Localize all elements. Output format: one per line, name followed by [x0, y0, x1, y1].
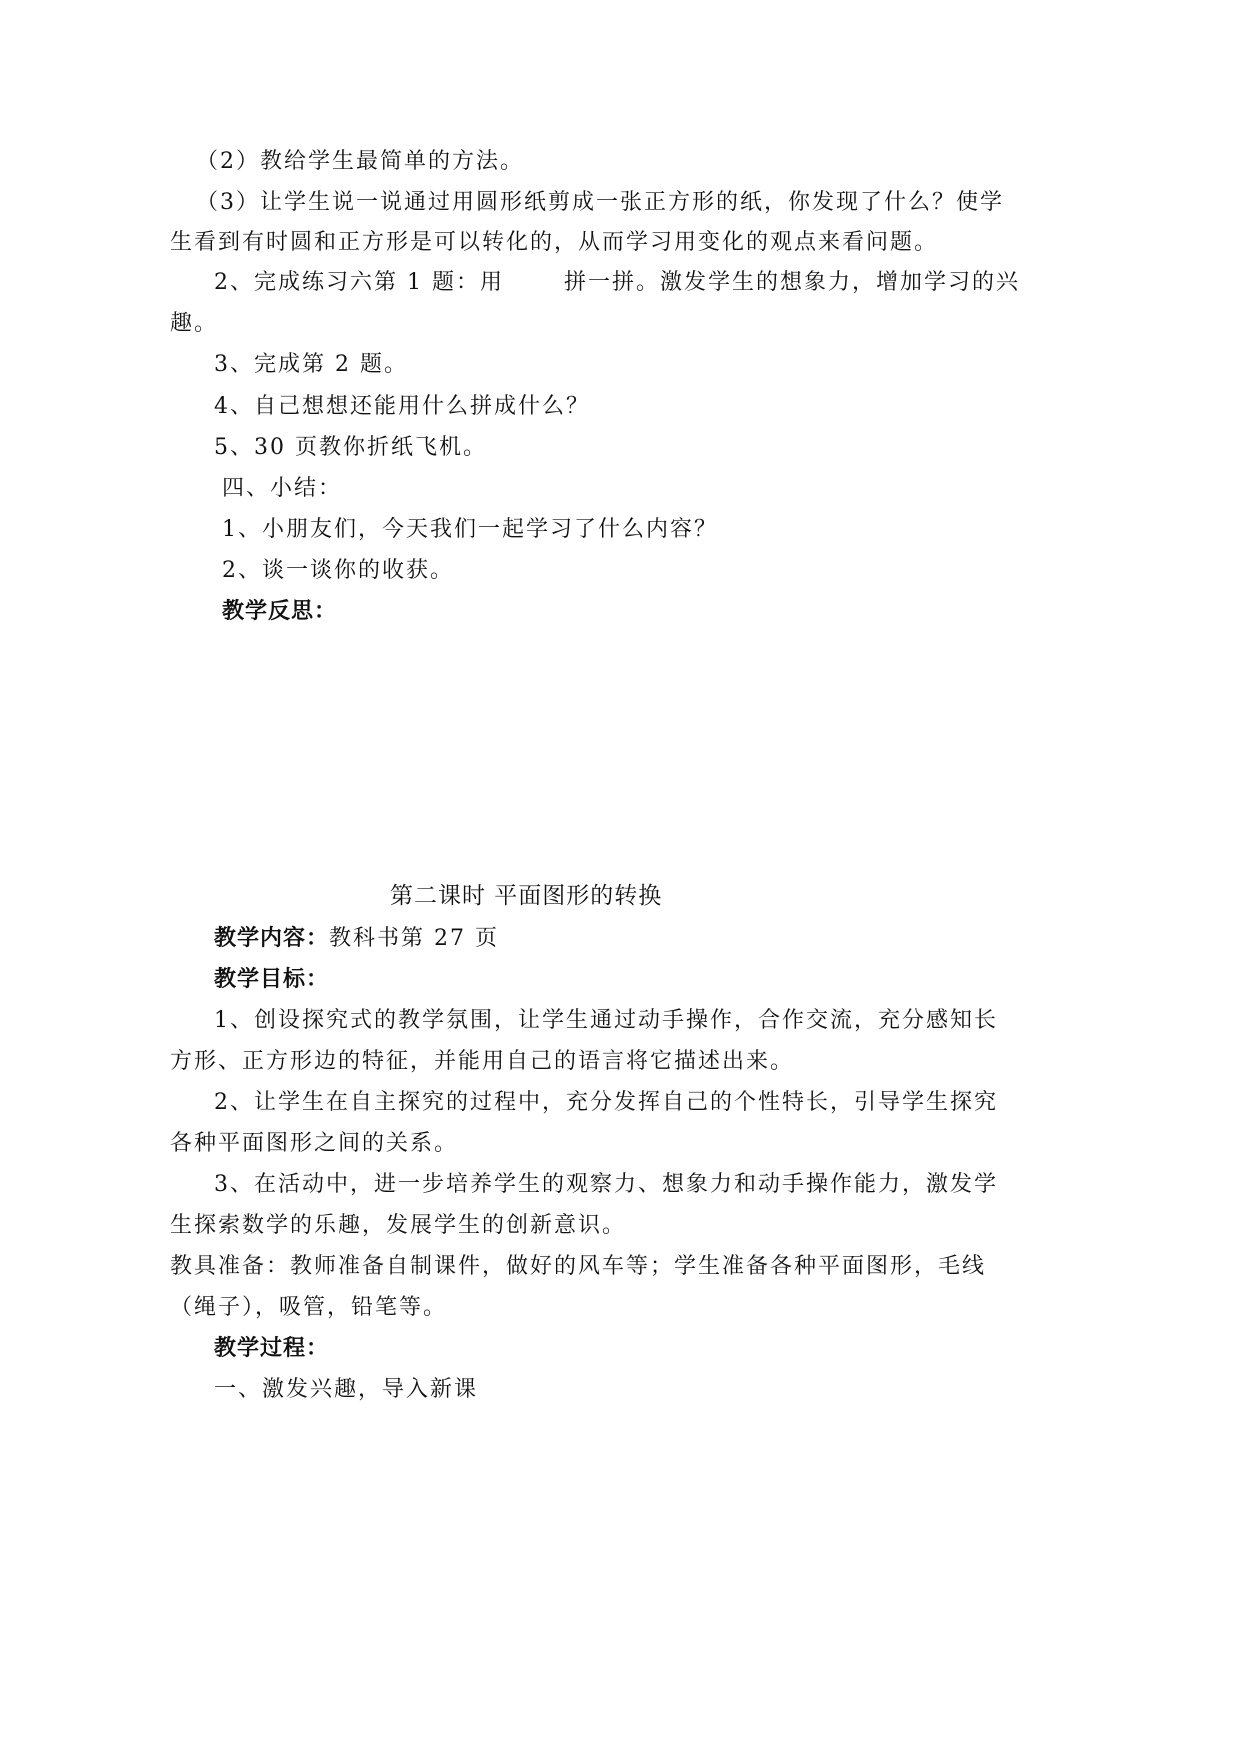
- process-step-1: 一、激发兴趣，导入新课: [214, 1377, 479, 1402]
- goal-1-line2: 方形、正方形边的特征，并能用自己的语言将它描述出来。: [170, 1049, 795, 1074]
- summary-item-1: 1、小朋友们，今天我们一起学习了什么内容？: [222, 517, 718, 542]
- exercise-1-prefix: 2、完成练习六第 1 题：用: [214, 270, 504, 295]
- teaching-process-heading: 教学过程：: [214, 1336, 330, 1361]
- teaching-content: [214, 924, 499, 954]
- teaching-content-label: 教学内容：: [214, 926, 330, 951]
- exercise-4-text: 5、30 页教你折纸飞机。: [214, 435, 487, 460]
- step-3-text-line2: 生看到有时圆和正方形是可以转化的，从而学习用变化的观点来看问题。: [170, 230, 939, 255]
- teaching-aids-line1: 教具准备：教师准备自制课件，做好的风车等；学生准备各种平面图形，毛线: [170, 1254, 987, 1279]
- lesson-title: 第二课时 平面图形的转换: [390, 883, 663, 909]
- summary-heading: 四、小结：: [222, 476, 343, 501]
- step-2-text: （2）教给学生最简单的方法。: [196, 149, 524, 174]
- exercise-1-suffix: 拼一拼。激发学生的想象力，增加学习的兴: [563, 270, 1020, 295]
- goal-2-line2: 各种平面图形之间的关系。: [170, 1131, 459, 1156]
- goal-3-line1: 3、在活动中，进一步培养学生的观察力、想象力和动手操作能力，激发学: [214, 1172, 998, 1197]
- exercise-2-text: 3、完成第 2 题。: [214, 352, 408, 377]
- exercise-3-text: 4、自己想想还能用什么拼成什么？: [214, 394, 590, 419]
- goal-3-line2: 生探索数学的乐趣，发展学生的创新意识。: [170, 1213, 627, 1238]
- exercise-1-line1: [214, 268, 1020, 298]
- goal-2-line1: 2、让学生在自主探究的过程中，充分发挥自己的个性特长，引导学生探究: [214, 1090, 998, 1115]
- teaching-content-value: 教科书第 27 页: [329, 926, 499, 951]
- teaching-goals-heading: 教学目标：: [214, 967, 330, 992]
- summary-item-2: 2、谈一谈你的收获。: [222, 558, 454, 583]
- step-3-text-line1: （3）让学生说一说通过用圆形纸剪成一张正方形的纸，你发现了什么？使学: [196, 190, 1004, 215]
- exercise-1-line2: 趣。: [170, 311, 219, 336]
- reflection-heading: 教学反思：: [222, 599, 338, 624]
- goal-1-line1: 1、创设探究式的教学氛围，让学生通过动手操作，合作交流，充分感知长: [214, 1008, 998, 1033]
- teaching-aids-line2: （绳子），吸管，铅笔等。: [170, 1295, 448, 1320]
